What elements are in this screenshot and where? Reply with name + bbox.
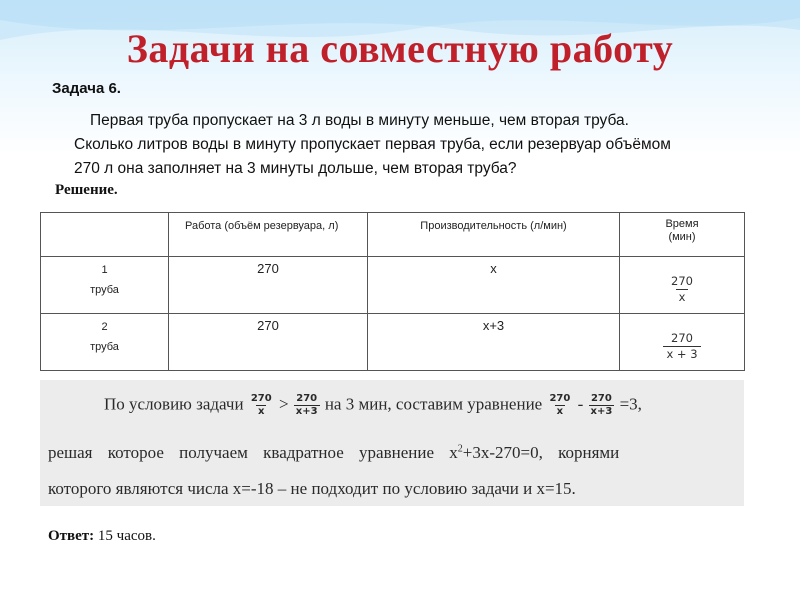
solution-label: Решение.: [55, 182, 118, 198]
fraction: $\frac{270}{x}$: [549, 393, 571, 417]
header-work: Работа (объём резервуара, л): [169, 213, 368, 257]
table-header-row: [41, 213, 745, 257]
table-row: [41, 314, 745, 371]
row-label: 1 труба: [41, 257, 169, 314]
time-fraction: $\frac{270}{x}$: [671, 274, 693, 304]
answer: [48, 528, 156, 545]
note-line-2: решая которое получаем квадратное уравнение $x^2+3x-270=0$, корнями: [48, 443, 620, 462]
cell-time: [620, 257, 745, 314]
time-fraction: $\frac{270}{x + 3}$: [663, 331, 700, 362]
cell-work: 270: [169, 314, 368, 371]
cell-productivity: x+3: [368, 314, 620, 371]
answer-label: Ответ:: [48, 528, 95, 544]
header-empty: [41, 213, 169, 257]
fraction: $\frac{270}{x+3}$: [590, 393, 613, 417]
problem-line: Сколько литров воды в минуту пропускает первая труба, если резервуар объёмом: [74, 136, 671, 153]
header-productivity: Производительность (л/мин): [368, 213, 620, 257]
header-time-line2: (мин): [668, 231, 696, 243]
problem-text: [74, 109, 784, 181]
header-time: [620, 213, 745, 257]
fraction: $\frac{270}{x}$: [250, 393, 272, 417]
cell-productivity: x: [368, 257, 620, 314]
answer-value: 15 часов.: [97, 528, 156, 544]
table-row: [41, 257, 745, 314]
cell-work: 270: [169, 257, 368, 314]
problem-line: Первая труба пропускает на 3 л воды в минуту меньше, чем вторая труба.: [90, 112, 629, 129]
page-title: Задачи на совместную работу: [126, 26, 674, 71]
data-table: [40, 212, 745, 371]
header-time-line1: Время: [665, 218, 699, 230]
problem-line: 270 л она заполняет на 3 минуты дольше, чем вторая труба?: [74, 160, 517, 177]
note-line-1: По условию задачи $\frac{270}{x}$ > $\frac{270}{x+3}$ на 3 мин, составим уравнение $\frac{270}{x}$ - $\frac{270}{x+3}$ =3,: [104, 393, 642, 417]
cell-time: [620, 314, 745, 371]
note-line-3: которого являются числа x=-18 – не подходит по условию задачи и x=15.: [48, 479, 576, 498]
row-label: 2 труба: [41, 314, 169, 371]
task-label: Задача 6.: [52, 80, 121, 97]
fraction: $\frac{270}{x+3}$: [295, 393, 318, 417]
